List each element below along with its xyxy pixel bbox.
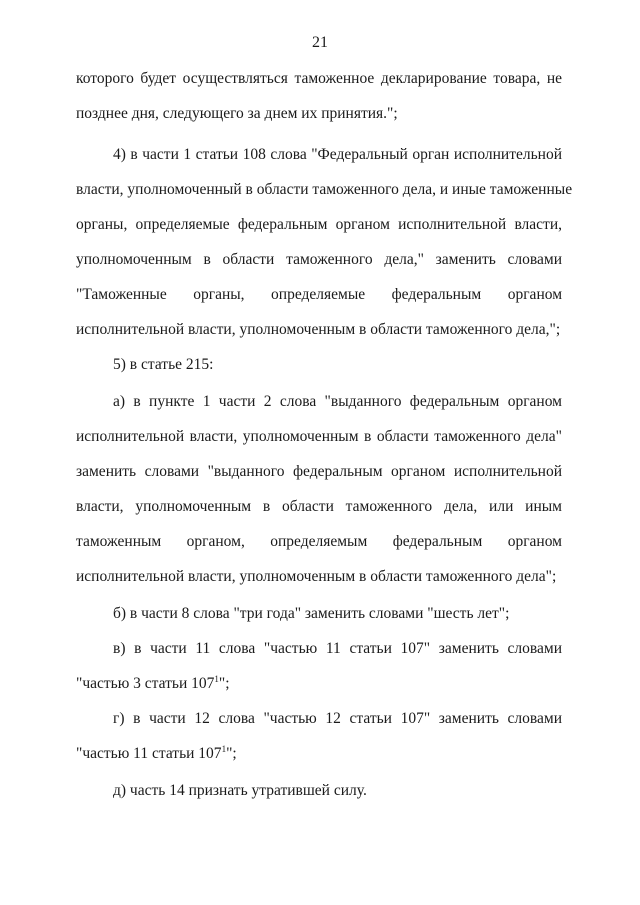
- text-line: г) в части 12 слова "частью 12 статьи 107" заменить словами: [113, 710, 562, 727]
- text-line: "Таможенные органы, определяемые федеральным органом: [76, 286, 562, 303]
- text-line: исполнительной власти, уполномоченным в области таможенного дела,";: [76, 321, 561, 338]
- text-line: д) часть 14 признать утратившей силу.: [113, 782, 367, 799]
- text-line: 5) в статье 215:: [113, 356, 214, 373]
- page-number: 21: [312, 34, 328, 51]
- text-line: таможенным органом, определяемым федеральным органом: [76, 533, 562, 550]
- text-line: которого будет осуществляться таможенное декларирование товара, не: [76, 70, 562, 87]
- text-line: позднее дня, следующего за днем их принятия.";: [76, 105, 398, 122]
- superscript: 1: [214, 674, 219, 684]
- text-line: 4) в части 1 статьи 108 слова "Федеральный орган исполнительной: [113, 146, 562, 163]
- superscript: 1: [221, 744, 227, 754]
- text-line: исполнительной власти, уполномоченным в области таможенного дела": [76, 428, 562, 445]
- text-line: "частью 3 статьи $107^1$";: [76, 674, 230, 692]
- text-line: власти, уполномоченный в области таможенного дела, и иные таможенные: [76, 181, 573, 198]
- text-line: уполномоченным в области таможенного дела," заменить словами: [76, 251, 562, 268]
- text-line: б) в части 8 слова "три года" заменить словами "шесть лет";: [113, 605, 510, 622]
- text-line: исполнительной власти, уполномоченным в области таможенного дела";: [76, 568, 557, 585]
- text-line: заменить словами "выданного федеральным органом исполнительной: [76, 463, 562, 480]
- text-line: органы, определяемые федеральным органом исполнительной власти,: [76, 216, 562, 233]
- text-line: "частью 11 статьи $107^1$";: [76, 744, 237, 762]
- text-line: а) в пункте 1 части 2 слова "выданного федеральным органом: [113, 393, 562, 410]
- text-line: власти, уполномоченным в области таможенного дела, или иным: [76, 498, 562, 515]
- text-line: в) в части 11 слова "частью 11 статьи 107" заменить словами: [113, 640, 562, 657]
